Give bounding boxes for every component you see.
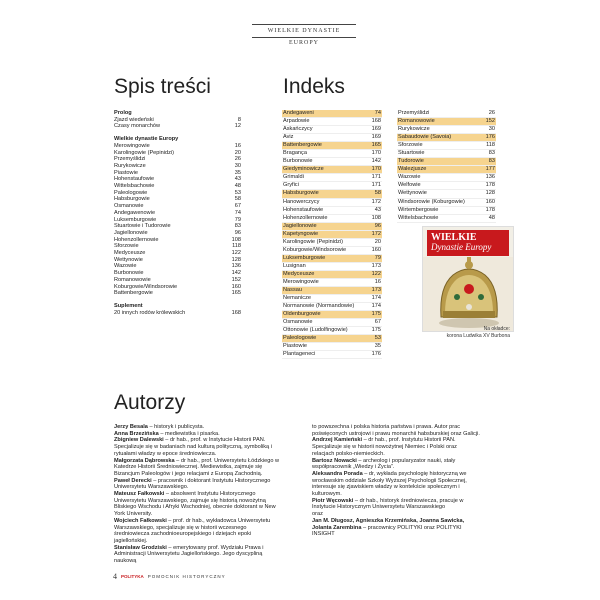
index-entry-page: 35 xyxy=(374,343,381,350)
index-entry-label: Stuartowie xyxy=(398,150,425,157)
toc-entry-page: 67 xyxy=(234,203,241,210)
index-entry xyxy=(282,118,382,126)
index-entry-label: Battenbergowie xyxy=(283,142,322,149)
index-entry-page: 83 xyxy=(488,150,495,157)
toc-entry xyxy=(114,150,241,157)
author-entry xyxy=(312,458,480,471)
toc-entry xyxy=(114,250,241,257)
index-title: Indeks xyxy=(283,75,345,98)
toc-entry xyxy=(114,270,241,277)
index-entry xyxy=(397,126,496,134)
index-entry-page: 30 xyxy=(488,126,495,133)
toc-entry-label: Luksemburgowie xyxy=(114,216,157,223)
author-name: Wojciech Fałkowski xyxy=(114,517,167,524)
index-entry xyxy=(282,150,382,158)
index-entry xyxy=(397,158,496,166)
index-entry-label: Giedyminowicze xyxy=(283,166,324,173)
caption-line-2: korona Ludwika XV Burbona xyxy=(446,333,510,339)
author-entry xyxy=(114,458,282,478)
author-bio: – mediewistka i pisarka. xyxy=(158,430,220,437)
index-entry xyxy=(282,255,382,263)
author-bio: – historyk i publicysta. xyxy=(147,424,205,430)
toc-entry-page: 128 xyxy=(231,256,241,263)
index-entry-label: Bragança xyxy=(283,150,307,157)
index-entry-page: 43 xyxy=(374,206,381,213)
index-entry-page: 171 xyxy=(371,182,381,189)
toc-entry xyxy=(114,176,241,183)
author-bio: – dr hab., historyk średniowiecza, pracuje w Instytucie Historycznym Uniwersytetu Warszawskiego xyxy=(312,497,464,511)
index-entry-page: 176 xyxy=(485,134,495,141)
index-entry-page: 20 xyxy=(374,238,381,245)
index-entry-label: Merowingowie xyxy=(283,278,319,285)
toc-entry-label: Osmanowie xyxy=(114,203,144,210)
index-entry-label: Welfowie xyxy=(398,182,421,189)
index-entry-label: Sabaudowie (Savoia) xyxy=(398,134,452,141)
toc-entry xyxy=(114,190,241,197)
author-bio: oraz xyxy=(312,511,323,518)
index-entry-page: 171 xyxy=(371,174,381,181)
toc-entry-page: 48 xyxy=(234,183,241,190)
index-entry xyxy=(282,215,382,223)
index-entry-page: 175 xyxy=(371,311,381,318)
index-entry-label: Paleologowie xyxy=(283,335,317,342)
index-column-1 xyxy=(282,110,382,359)
toc-entry-label: Hohenzollernowie xyxy=(114,236,159,243)
index-entry-page: 169 xyxy=(371,134,381,141)
author-bio: – prof. dr hab., wykładowca Uniwersytetu Warszawskiego, specjalizuje się w historii wczesnego średniowiecza zachodnioeuropejskiego i dziejach epoki jagiellońskiej. xyxy=(114,517,271,544)
index-entry-label: Medyceusze xyxy=(283,270,315,277)
toc-entry-page: 16 xyxy=(234,142,241,149)
index-entry xyxy=(282,303,382,311)
author-name: Jan M. Długosz, Agnieszka Krzemińska, Joanna Sawicka, Jolanta Zarembina xyxy=(312,517,465,531)
index-entry-page: 176 xyxy=(371,351,381,358)
toc-entry xyxy=(114,257,241,264)
index-entry-label: Wazowie xyxy=(398,174,421,181)
toc-entry-page: 74 xyxy=(234,209,241,216)
table-of-contents xyxy=(114,110,241,316)
index-entry xyxy=(397,142,496,150)
index-entry-label: Arpadowie xyxy=(283,118,310,125)
toc-entry xyxy=(114,143,241,150)
author-entry xyxy=(114,491,282,518)
author-entry xyxy=(114,437,282,457)
toc-entry xyxy=(114,170,241,177)
index-entry xyxy=(282,287,382,295)
index-entry xyxy=(397,166,496,174)
toc-entry-label: Jagiellonowie xyxy=(114,229,148,236)
toc-entry xyxy=(114,196,241,203)
footer-label: POMOCNIK HISTORYCZNY xyxy=(147,574,226,579)
author-name: Małgorzata Dąbrowska xyxy=(114,457,175,464)
index-entry-page: 26 xyxy=(488,110,495,116)
index-entry xyxy=(282,319,382,327)
index-entry xyxy=(282,327,382,335)
index-entry-page: 67 xyxy=(374,319,381,326)
index-entry-label: Andegaweni xyxy=(283,110,314,116)
index-entry-label: Rurykowicze xyxy=(398,126,430,133)
author-entry xyxy=(114,518,282,545)
author-name: Anna Brzezińska xyxy=(114,430,159,437)
toc-entry-label: Habsburgowie xyxy=(114,196,150,203)
caption-line-1: Na okładce: xyxy=(483,326,510,332)
index-entry-label: Plantageneci xyxy=(283,351,316,358)
footer-brand: POLITYKA xyxy=(121,574,144,579)
index-entry-label: Sforzowie xyxy=(398,142,423,149)
toc-entry-page: 20 xyxy=(234,149,241,156)
toc-entry xyxy=(114,243,241,250)
index-entry xyxy=(397,190,496,198)
index-entry-label: Hohenzollernowie xyxy=(283,214,328,221)
page-footer xyxy=(113,572,226,581)
index-entry-label: Ottonowie (Ludolfingowie) xyxy=(283,327,348,334)
index-entry xyxy=(397,215,496,223)
index-entry-page: 83 xyxy=(488,158,495,165)
index-entry xyxy=(282,223,382,231)
toc-entry-label: Piastowie xyxy=(114,169,138,176)
index-entry xyxy=(397,174,496,182)
index-entry-label: Lusignan xyxy=(283,262,306,269)
index-entry xyxy=(282,295,382,303)
magazine-cover-image xyxy=(422,226,514,332)
index-entry-label: Romanowowie xyxy=(398,118,435,125)
index-entry-label: Piastowie xyxy=(283,343,307,350)
author-entry xyxy=(312,511,480,518)
index-entry xyxy=(282,190,382,198)
author-entry xyxy=(114,431,282,438)
author-bio: – pracownicy POLITYKI oraz POLITYKI INSIGHT xyxy=(312,524,462,538)
index-entry-page: 172 xyxy=(371,230,381,237)
index-entry xyxy=(282,166,382,174)
toc-entry-label: Hohenstaufowie xyxy=(114,176,155,183)
author-name: Mateusz Fałkowski xyxy=(114,491,165,498)
index-entry xyxy=(282,263,382,271)
index-entry xyxy=(282,311,382,319)
toc-entry-label: Sforzowie xyxy=(114,243,139,250)
toc-entry xyxy=(114,156,241,163)
author-name: Zbigniew Dalewski xyxy=(114,437,164,444)
toc-entry-page: 96 xyxy=(234,229,241,236)
index-entry xyxy=(282,247,382,255)
index-entry-label: Nassau xyxy=(283,287,302,294)
index-entry-label: Koburgowie/Windsorowie xyxy=(283,246,347,253)
index-entry-page: 118 xyxy=(486,142,495,149)
index-entry-label: Hanowerczycy xyxy=(283,198,320,205)
index-entry-page: 48 xyxy=(488,214,495,221)
toc-entry-page: 108 xyxy=(231,236,241,243)
index-entry-page: 142 xyxy=(371,158,381,165)
toc-entry xyxy=(114,163,241,170)
index-column-2 xyxy=(397,110,496,223)
index-entry-label: Grimaldi xyxy=(283,174,304,181)
author-entry xyxy=(312,424,480,437)
toc-title: Spis treści xyxy=(114,75,211,98)
index-entry xyxy=(282,110,382,118)
toc-entry xyxy=(114,263,241,270)
cover-caption xyxy=(430,326,510,340)
index-entry xyxy=(282,134,382,142)
author-bio: – dr hab., prof. Instytutu Historii PAN. Specjalizuje się w historii nowożytnej Niemiec i Polski oraz relacjach polsko-niemieckich. xyxy=(312,437,457,457)
index-entry xyxy=(282,158,382,166)
running-header: WIELKIE DYNASTIE EUROPY xyxy=(252,24,356,38)
author-bio: – archeolog i popularyzator nauki, stały współpracownik „Wiedzy i Życia”. xyxy=(312,457,456,471)
index-entry xyxy=(397,199,496,207)
toc-entry-label: Karolingowie (Pepinidzi) xyxy=(114,149,175,156)
index-entry xyxy=(282,351,382,359)
index-entry xyxy=(282,231,382,239)
index-entry-page: 122 xyxy=(371,270,381,277)
toc-entry-label: 20 innych rodów królewskich xyxy=(114,309,186,316)
index-entry-page: 178 xyxy=(485,206,495,213)
index-entry xyxy=(282,279,382,287)
index-entry-page: 108 xyxy=(371,214,381,221)
toc-entry-page: 35 xyxy=(234,169,241,176)
author-name: Stanisław Grodziski xyxy=(114,544,167,551)
author-name: Jerzy Besala xyxy=(114,424,148,430)
index-entry-label: Karolingowie (Pepinidzi) xyxy=(283,238,344,245)
toc-entry-page: 83 xyxy=(234,223,241,230)
index-entry-page: 174 xyxy=(371,295,381,302)
cover-masthead xyxy=(427,230,509,256)
index-entry-label: Jagiellonowie xyxy=(283,222,317,229)
toc-entry-page: 79 xyxy=(234,216,241,223)
toc-entry xyxy=(114,117,241,124)
index-entry-label: Wittelsbachowie xyxy=(398,214,439,221)
toc-entry-page: 136 xyxy=(231,263,241,270)
toc-entry-page: 43 xyxy=(234,176,241,183)
toc-entry-page: 118 xyxy=(232,243,241,250)
toc-entry-page: 160 xyxy=(231,283,241,290)
author-name: Paweł Derecki xyxy=(114,477,152,484)
index-entry-label: Oldenburgowie xyxy=(283,311,321,318)
toc-entry xyxy=(114,217,241,224)
index-entry-label: Habsburgowie xyxy=(283,190,319,197)
index-entry-page: 160 xyxy=(485,198,495,205)
toc-entry-page: 30 xyxy=(234,162,241,169)
index-entry-page: 96 xyxy=(374,222,381,229)
author-entry xyxy=(312,498,480,511)
toc-entry-label: Wettynowie xyxy=(114,256,143,263)
toc-entry-page: 58 xyxy=(234,196,241,203)
toc-entry-page: 142 xyxy=(231,270,241,277)
toc-group-title: Wielkie dynastie Europy xyxy=(114,136,179,143)
index-entry xyxy=(282,271,382,279)
author-bio: – pracownik i doktorant Instytutu Historycznego Uniwersytetu Warszawskiego. xyxy=(114,477,271,491)
author-bio: to powszechna i polska historia państwa i prawa. Autor prac poświęconych ustrojowi i prawu monarchii habsburskiej oraz Galicji. xyxy=(312,424,480,437)
index-entry-label: Aviz xyxy=(283,134,294,141)
author-name: Aleksandra Porada xyxy=(312,470,363,477)
index-entry-label: Luksemburgowie xyxy=(283,254,326,261)
author-entry xyxy=(312,437,480,457)
index-entry xyxy=(397,207,496,215)
index-entry xyxy=(282,343,382,351)
index-entry xyxy=(397,110,496,118)
index-entry xyxy=(397,118,496,126)
toc-entry-label: Wittelsbachowie xyxy=(114,183,155,190)
index-entry-page: 160 xyxy=(371,246,381,253)
index-entry-page: 175 xyxy=(371,327,381,334)
index-entry-label: Askańczycy xyxy=(283,126,313,133)
author-entry xyxy=(114,478,282,491)
toc-entry xyxy=(114,277,241,284)
index-entry-page: 16 xyxy=(374,278,381,285)
author-entry xyxy=(312,518,480,538)
index-entry-page: 174 xyxy=(371,303,381,310)
index-entry-page: 136 xyxy=(485,174,495,181)
toc-entry-label: Burbonowie xyxy=(114,270,144,277)
index-entry-page: 170 xyxy=(371,150,381,157)
index-entry-page: 168 xyxy=(371,118,381,125)
index-entry-label: Nemanicze xyxy=(283,295,311,302)
author-name: Piotr Węcowski xyxy=(312,497,354,504)
toc-entry-label: Zjazd wiedeński xyxy=(114,116,154,123)
index-entry-page: 170 xyxy=(371,166,381,173)
toc-entry xyxy=(114,223,241,230)
masthead-line-2: Dynastie Europy xyxy=(431,242,492,252)
authors-column-left xyxy=(114,424,282,565)
index-entry-page: 169 xyxy=(371,126,381,133)
toc-entry-page: 12 xyxy=(234,123,241,130)
index-entry xyxy=(282,182,382,190)
toc-entry xyxy=(114,310,241,317)
index-entry xyxy=(397,182,496,190)
toc-entry-label: Rurykowicze xyxy=(114,162,146,169)
author-entry xyxy=(114,545,282,565)
index-entry-page: 58 xyxy=(374,190,381,197)
index-entry-label: Wirtembergowie xyxy=(398,206,439,213)
toc-entry xyxy=(114,237,241,244)
index-entry-label: Tudorowie xyxy=(398,158,424,165)
index-entry xyxy=(282,142,382,150)
index-entry xyxy=(397,134,496,142)
author-bio: – absolwent Instytutu Historycznego Uniwersytetu Warszawskiego, zajmuje się historią nowożytną Bliskiego Wschodu i Afryki Wschodniej, obecnie doktorant w New York University. xyxy=(114,491,276,518)
index-entry-page: 173 xyxy=(371,262,381,269)
toc-entry-label: Medyceusze xyxy=(114,250,146,257)
toc-entry-label: Merowingowie xyxy=(114,142,150,149)
toc-entry xyxy=(114,230,241,237)
author-entry xyxy=(114,424,282,431)
toc-entry-label: Battenbergowie xyxy=(114,290,153,297)
index-entry xyxy=(282,199,382,207)
toc-entry-label: Przemyślidzi xyxy=(114,156,146,163)
index-entry-label: Windsorowie (Koburgowie) xyxy=(398,198,465,205)
toc-entry xyxy=(114,203,241,210)
masthead-line-1: WIELKIE xyxy=(431,232,477,243)
index-entry-page: 172 xyxy=(371,198,381,205)
author-name: Andrzej Kamieński xyxy=(312,437,363,444)
toc-entry xyxy=(114,284,241,291)
index-entry-page: 178 xyxy=(485,182,495,189)
index-entry xyxy=(282,335,382,343)
page-number: 4 xyxy=(113,572,117,581)
index-entry-label: Hohenstaufowie xyxy=(283,206,324,213)
toc-entry-label: Stuartowie i Tudorowie xyxy=(114,223,171,230)
author-entry xyxy=(312,471,480,498)
index-entry-label: Przemyślidzi xyxy=(398,110,430,116)
toc-entry xyxy=(114,210,241,217)
toc-entry xyxy=(114,183,241,190)
toc-entry-page: 152 xyxy=(231,276,241,283)
toc-entry-label: Paleologowie xyxy=(114,189,148,196)
toc-entry xyxy=(114,123,241,130)
index-entry-label: Wettynowie xyxy=(398,190,427,197)
toc-entry-page: 53 xyxy=(234,189,241,196)
toc-entry-label: Andegawenowie xyxy=(114,209,156,216)
index-entry-page: 165 xyxy=(371,142,381,149)
index-entry-label: Kapetyngowie xyxy=(283,230,319,237)
index-entry-label: Osmanowie xyxy=(283,319,313,326)
index-entry-page: 173 xyxy=(371,287,381,294)
index-entry-page: 53 xyxy=(374,335,381,342)
author-bio: – emerytowany prof. Wydziału Prawa i Administracji Uniwersytetu Jagiellońskiego. Jego dyscypliną naukową xyxy=(114,544,264,565)
author-bio: – dr hab., prof. w Instytucie Historii PAN. Specjalizuje się w badaniach nad kulturą polityczną, symboliką i rytuałami władzy w epoce średniowiecza. xyxy=(114,437,272,457)
index-entry-page: 128 xyxy=(485,190,495,197)
index-entry xyxy=(397,150,496,158)
toc-entry-label: Koburgowie/Windsorowie xyxy=(114,283,178,290)
author-bio: – dr hab., prof. Uniwersytetu Łódzkiego w Katedrze Historii Średniowiecznej. Mediewistka, zajmuje się Bizancjum Paleologów i jego relacjami z Europą Zachodnią. xyxy=(114,457,280,477)
index-entry-label: Gryfici xyxy=(283,182,299,189)
toc-entry-page: 165 xyxy=(231,290,241,297)
index-entry-label: Normanowie (Normandowie) xyxy=(283,303,355,310)
toc-entry-page: 26 xyxy=(234,156,241,163)
author-bio: – dr, wykłada psychologię historyczną we wrocławskim oddziale Szkoły Wyższej Psychologii Społecznej, interesuje się zjawiskiem władzy w kontekście społecznym i kulturowym. xyxy=(312,470,467,498)
index-entry-label: Burbonowie xyxy=(283,158,313,165)
author-name: Bartosz Nowacki xyxy=(312,457,357,464)
toc-entry xyxy=(114,290,241,297)
toc-entry-page: 122 xyxy=(231,250,241,257)
toc-group-title: Suplement xyxy=(114,302,143,309)
index-entry-label: Walezjusze xyxy=(398,166,427,173)
toc-entry-page: 8 xyxy=(237,116,241,123)
toc-group-title: Prolog xyxy=(114,110,132,116)
index-entry xyxy=(282,126,382,134)
index-entry xyxy=(282,207,382,215)
toc-entry-label: Wazowie xyxy=(114,263,137,270)
index-entry-page: 74 xyxy=(374,110,381,116)
index-entry-page: 177 xyxy=(485,166,495,173)
index-entry xyxy=(282,239,382,247)
toc-entry-label: Czasy monarchów xyxy=(114,123,161,130)
toc-entry-label: Romanowowie xyxy=(114,276,151,283)
index-entry-page: 79 xyxy=(374,254,381,261)
authors-column-right xyxy=(312,424,480,538)
authors-title: Autorzy xyxy=(114,391,186,414)
index-entry xyxy=(282,174,382,182)
toc-entry-page: 168 xyxy=(231,309,241,316)
index-entry-page: 152 xyxy=(485,118,495,125)
